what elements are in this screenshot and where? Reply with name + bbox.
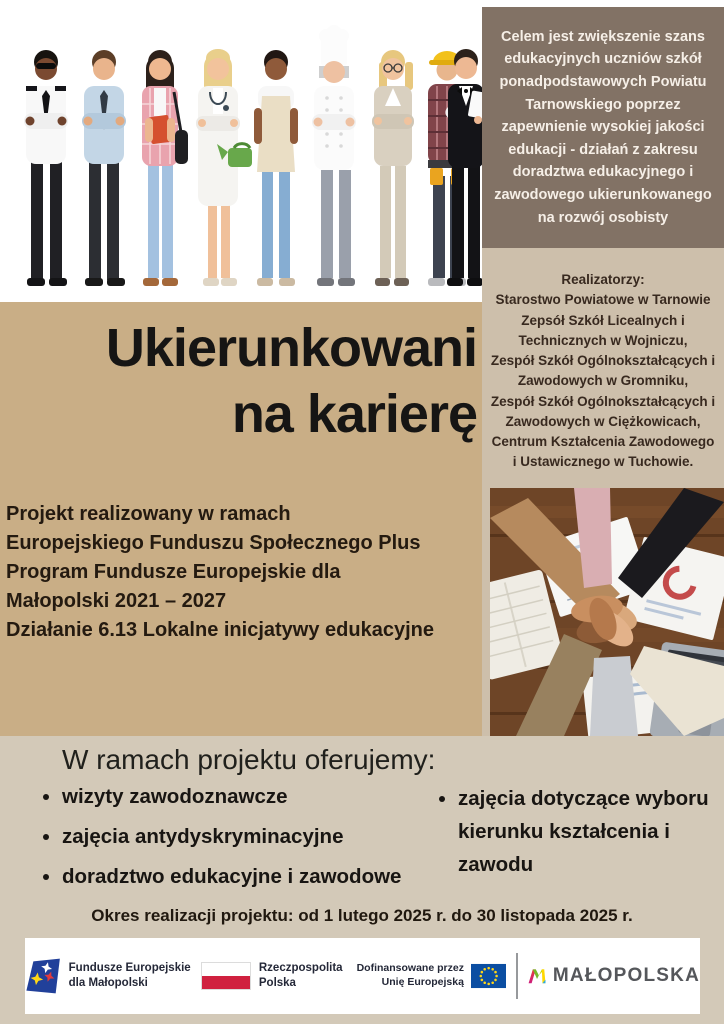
people-photo: [0, 0, 482, 302]
offer-bullet: • wizyty zawodoznawcze: [62, 782, 402, 813]
poland-label-line1: Rzeczpospolita: [258, 962, 343, 975]
title-line-1: Ukierunkowani: [105, 318, 477, 378]
cofinanced-label: [357, 962, 464, 989]
eu-funds-label: [69, 961, 191, 991]
offer-bullet: • doradztwo edukacyjne i zawodowe: [62, 862, 402, 893]
project-line: Małopolski 2021 – 2027: [6, 589, 227, 612]
partners-heading: Realizatorzy:: [561, 272, 645, 287]
project-line: Działanie 6.13 Lokalne inicjatywy edukacyjne: [6, 618, 434, 641]
poland-flag: [201, 962, 251, 990]
offer-bullet: • zajęcia antydyskryminacyjne: [62, 822, 402, 853]
malopolska-label: MAŁOPOLSKA: [552, 965, 700, 986]
chef-hat: [319, 25, 349, 66]
project-description: [6, 500, 482, 645]
cofinanced-label-line1: Dofinansowane przez: [356, 962, 464, 975]
partner-line: Centrum Kształcenia Zawodowego i Ustawicznego w Tuchowie.: [491, 434, 715, 470]
malopolska-logo: [528, 964, 546, 988]
partners-box: [482, 248, 724, 480]
partners-list: [488, 290, 718, 472]
title-line-2: na karierę: [231, 383, 477, 444]
left-column: [0, 302, 482, 736]
partner-line: Starostwo Powiatowe w Tarnowie: [495, 292, 711, 308]
people-photo-illustration: [0, 0, 482, 302]
eu-funds-label-line1: Fundusze Europejskie: [68, 962, 191, 975]
offer-heading: W ramach projektu oferujemy:: [62, 744, 436, 775]
hands-photo: [482, 480, 724, 736]
offer-columns: [0, 782, 724, 901]
footer-divider: [516, 953, 518, 999]
page-title: [0, 316, 477, 448]
project-line: Projekt realizowany w ramach: [6, 502, 291, 525]
partner-line: Zepsół Szkół Licealnych i Technicznych w Wojniczu,: [518, 312, 688, 348]
eu-funds-label-line2: dla Małopolski: [68, 977, 148, 989]
offer-list-right: [418, 782, 718, 901]
eu-flag: [471, 960, 506, 992]
partner-line: Zespół Szkół Ogólnokształcących i Zawodowych w Gromniku,: [490, 353, 716, 389]
eu-funds-logo: [25, 950, 63, 1002]
goal-box: [482, 7, 724, 248]
hands-photo-illustration: [490, 488, 724, 736]
cofinanced-label-line2: Unię Europejską: [381, 976, 464, 988]
partner-line: Zespół Szkół Ogólnokształcących i Zawodowych w Ciężkowicach,: [490, 393, 716, 429]
footer-logos-bar: [25, 938, 700, 1014]
goal-text: Celem jest zwiększenie szans edukacyjnych uczniów szkół ponadpodstawowych Powiatu Tarnowskiego poprzez zapewnienie wysokiej jakości edukacji - działań z zakresu doradztwa edukacyjnego i zawodowego ukierunkowanego na rozwój osobisty: [494, 28, 712, 226]
project-line: Program Fundusze Europejskie dla: [6, 560, 341, 583]
offer-bullet: • zajęcia dotyczące wyboru kierunku kształcenia i zawodu: [458, 782, 718, 882]
project-line: Europejskiego Funduszu Społecznego Plus: [6, 531, 421, 554]
poland-label-line2: Polska: [258, 977, 296, 989]
project-period: Okres realizacji projektu: od 1 lutego 2025 r. do 30 listopada 2025 r.: [91, 906, 633, 925]
offer-list-left: [22, 782, 402, 901]
poland-label: [259, 961, 343, 991]
